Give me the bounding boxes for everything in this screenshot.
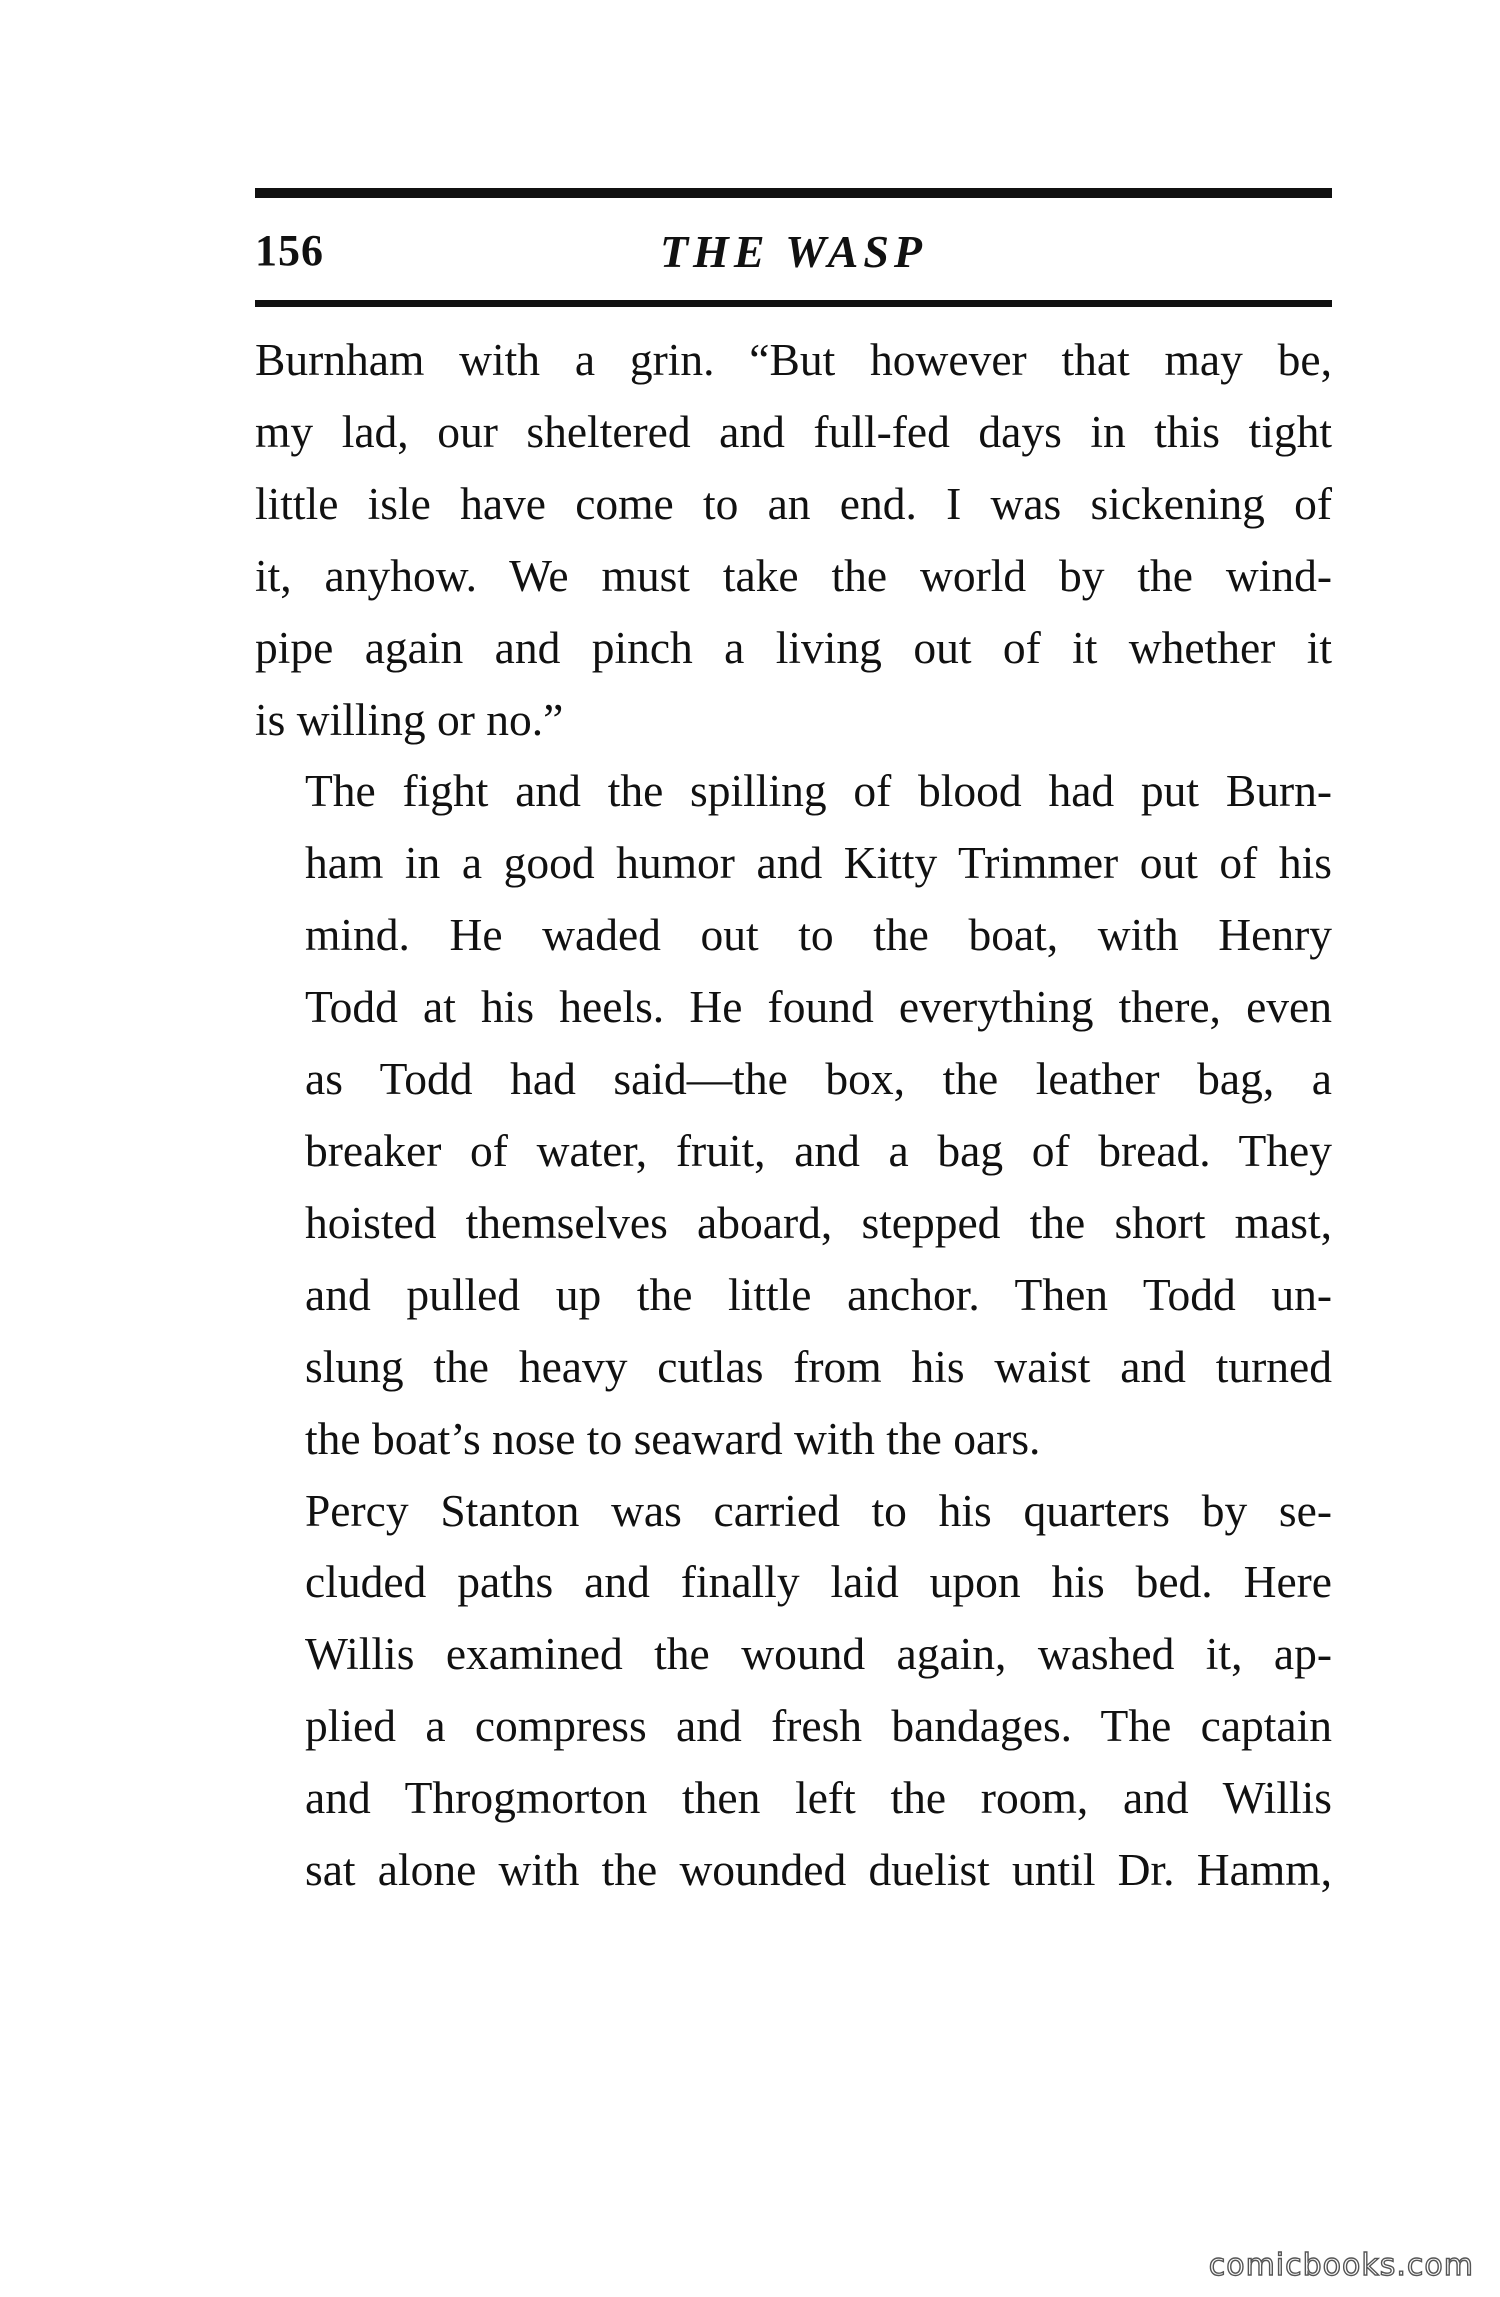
text-line: hoisted themselves aboard, stepped the short mast, [305, 1196, 1332, 1248]
paragraph-3 [255, 1475, 1332, 1906]
text-line: Burnham with a grin. “But however that may be, [255, 334, 1332, 385]
text-line: plied a compress and fresh bandages. The captain [305, 1700, 1332, 1752]
text-line: ham in a good humor and Kitty Trimmer out of his [305, 837, 1332, 889]
text-line: breaker of water, fruit, and a bag of bread. They [305, 1124, 1332, 1176]
text-line: is willing or no.” [255, 693, 564, 745]
text-line: Percy Stanton was carried to his quarters by se- [305, 1484, 1332, 1536]
running-title: THE WASP [659, 226, 928, 277]
text-line: The fight and the spilling of blood had put Burn- [305, 765, 1332, 817]
watermark: comicbooks.com [1208, 2248, 1474, 2283]
text-line: the boat’s nose to seaward with the oars. [305, 1412, 1041, 1464]
body-text [255, 324, 1332, 1906]
text-line: cluded paths and finally laid upon his bed. Here [305, 1556, 1332, 1608]
text-line: Todd at his heels. He found everything there, even [305, 981, 1332, 1033]
text-line: little isle have come to an end. I was sickening of [255, 477, 1332, 529]
text-line: Willis examined the wound again, washed it, ap- [305, 1628, 1332, 1680]
paragraph-2 [255, 755, 1332, 1474]
paragraph-1 [255, 324, 1332, 755]
text-line: mind. He waded out to the boat, with Henry [305, 909, 1332, 961]
text-line: my lad, our sheltered and full-fed days in this tight [255, 405, 1332, 457]
text-line: and pulled up the little anchor. Then Todd un- [305, 1268, 1332, 1320]
running-head [255, 225, 1332, 285]
text-line: as Todd had said—the box, the leather bag, a [305, 1053, 1332, 1105]
text-line: it, anyhow. We must take the world by the wind- [255, 549, 1332, 601]
page-number: 156 [255, 226, 324, 275]
text-line: sat alone with the wounded duelist until Dr. Hamm, [305, 1844, 1332, 1896]
text-line: and Throgmorton then left the room, and Willis [305, 1772, 1332, 1824]
text-line: pipe again and pinch a living out of it whether it [255, 621, 1332, 673]
header-rule-top [255, 188, 1332, 198]
text-line: slung the heavy cutlas from his waist and turned [305, 1340, 1332, 1392]
header-rule-bottom [255, 300, 1332, 307]
